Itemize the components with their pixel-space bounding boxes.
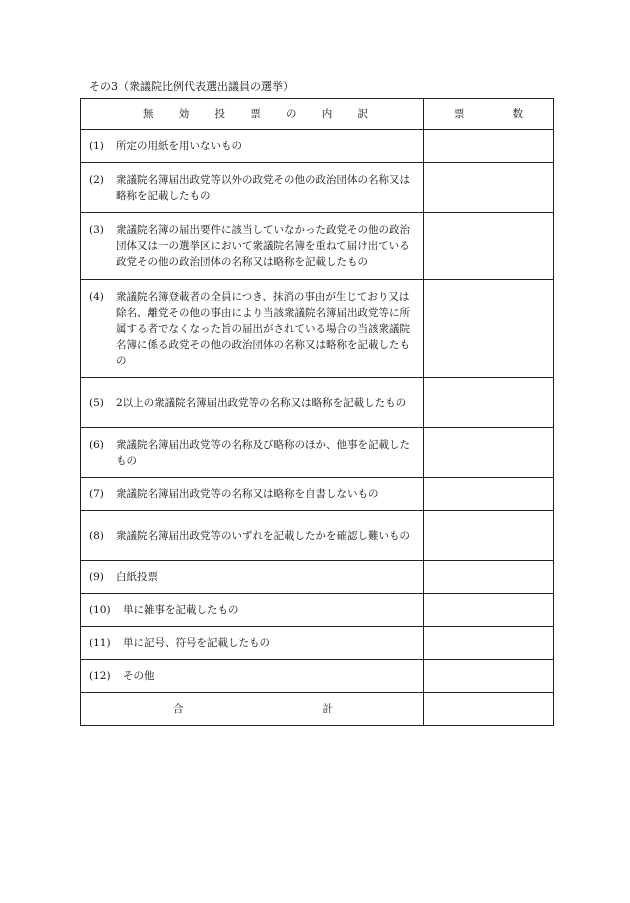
item-number: (10) [89, 604, 111, 616]
item-number: (3) [89, 224, 104, 236]
item-text: 所定の用紙を用いないもの [116, 140, 242, 152]
item-number: (2) [89, 173, 104, 186]
header-char: の [286, 108, 297, 120]
total-count-cell[interactable] [424, 693, 554, 726]
total-label-cell [81, 693, 424, 726]
item-text: 白紙投票 [116, 571, 158, 583]
count-cell[interactable] [424, 280, 554, 378]
item-text: 衆議院名簿届出政党等の名称及び略称のほか、他事を記載したもの [116, 438, 410, 467]
reason-cell [81, 478, 424, 511]
total-char: 計 [322, 703, 333, 715]
item-text: 衆議院名簿届出政党等以外の政党その他の政治団体の名称又は略称を記載したもの [116, 173, 410, 202]
item-number: (4) [89, 290, 104, 303]
header-char: 票 [454, 108, 465, 120]
table-header-row [81, 99, 554, 130]
item-text: 衆議院名簿届出政党等の名称又は略称を自書しないもの [116, 488, 379, 500]
item-number: (6) [89, 438, 104, 451]
table-row [81, 280, 554, 378]
item-number: (8) [89, 529, 104, 542]
item-text: 衆議院名簿届出政党等のいずれを記載したかを確認し難いもの [116, 529, 410, 542]
reason-cell [81, 163, 424, 213]
table-row [81, 660, 554, 693]
item-number: (7) [89, 488, 104, 500]
count-cell[interactable] [424, 130, 554, 163]
reason-cell [81, 130, 424, 163]
total-row [81, 693, 554, 726]
table-row [81, 478, 554, 511]
item-text: 衆議院名簿の届出要件に該当していなかった政党その他の政治団体又は一の選挙区において衆議院名簿を重ねて届け出ている政党その他の政治団体の名称又は略称を記載したもの [116, 224, 410, 268]
reason-cell [81, 378, 424, 428]
table-row [81, 378, 554, 428]
header-char: 訳 [357, 108, 368, 120]
item-number: (12) [89, 670, 111, 682]
header-char: 効 [178, 108, 190, 120]
header-char: 数 [512, 108, 523, 120]
table-row [81, 561, 554, 594]
header-char: 票 [250, 108, 261, 120]
total-char: 合 [173, 703, 184, 715]
reason-cell [81, 561, 424, 594]
count-cell[interactable] [424, 627, 554, 660]
item-number: (11) [89, 637, 111, 649]
reason-cell [81, 511, 424, 561]
table-row [81, 163, 554, 213]
count-cell[interactable] [424, 478, 554, 511]
item-number: (1) [89, 140, 104, 152]
count-cell[interactable] [424, 163, 554, 213]
reason-cell [81, 280, 424, 378]
reason-cell [81, 213, 424, 280]
count-cell[interactable] [424, 428, 554, 478]
reason-cell [81, 428, 424, 478]
header-vote-count [424, 99, 554, 130]
invalid-votes-table [80, 98, 554, 726]
count-cell[interactable] [424, 594, 554, 627]
count-cell[interactable] [424, 561, 554, 594]
table-row [81, 213, 554, 280]
item-text: 単に雑事を記載したもの [123, 604, 239, 616]
reason-cell [81, 627, 424, 660]
header-char: 内 [321, 108, 333, 120]
item-number: (5) [89, 396, 104, 409]
table-row [81, 627, 554, 660]
item-number: (9) [89, 571, 104, 583]
count-cell[interactable] [424, 511, 554, 561]
count-cell[interactable] [424, 378, 554, 428]
item-text: 2以上の衆議院名簿届出政党等の名称又は略称を記載したもの [116, 396, 407, 409]
table-row [81, 511, 554, 561]
count-cell[interactable] [424, 660, 554, 693]
item-text: 単に記号、符号を記載したもの [123, 637, 270, 649]
item-text: 衆議院名簿登載者の全員につき、抹消の事由が生じており又は除名、離党その他の事由により当該衆議院名簿届出政党等に所属する者でなくなった旨の届出がされている場合の当該衆議院名簿に係る政党その他の政治団体の名称又は略称を記載したもの [116, 290, 410, 367]
page-title: その3（衆議院比例代表選出議員の選挙） [89, 80, 294, 93]
table-row [81, 594, 554, 627]
reason-cell [81, 660, 424, 693]
header-char: 無 [143, 108, 154, 120]
table-row [81, 428, 554, 478]
item-text: その他 [123, 670, 155, 682]
header-breakdown [81, 99, 424, 130]
header-char: 投 [214, 108, 225, 120]
reason-cell [81, 594, 424, 627]
table-row [81, 130, 554, 163]
count-cell[interactable] [424, 213, 554, 280]
